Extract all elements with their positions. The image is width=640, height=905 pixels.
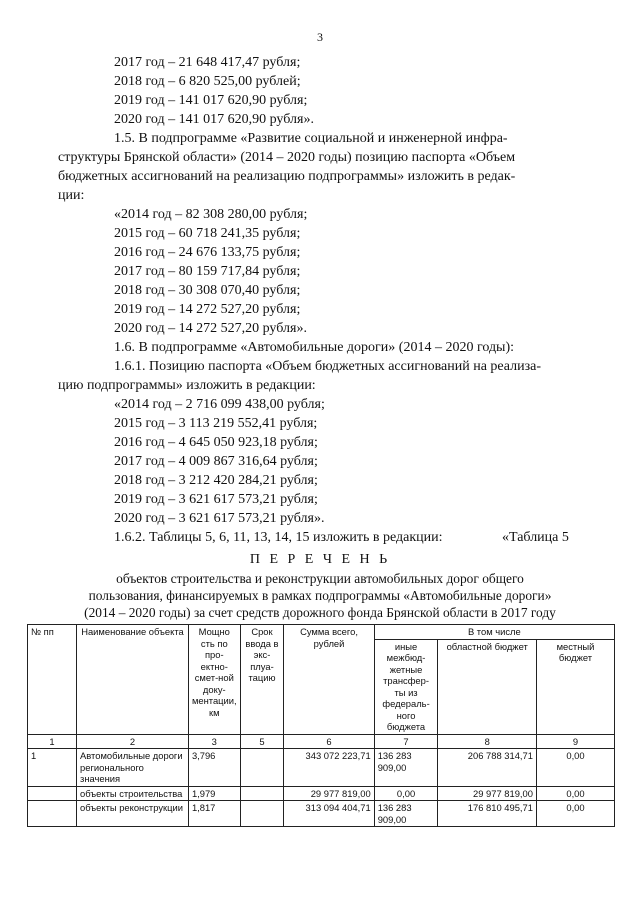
cell-num bbox=[28, 801, 77, 827]
table-header-row bbox=[28, 625, 615, 640]
text-line: 1.6.2. Таблицы 5, 6, 11, 13, 14, 15 изложить в редакции: bbox=[114, 530, 443, 545]
text-line: 2018 год – 30 308 070,40 рубля; bbox=[114, 283, 301, 298]
cell-total: 29 977 819,00 bbox=[284, 786, 374, 801]
col-number: 5 bbox=[240, 734, 284, 749]
list-heading: П Е Р Е Ч Е Н Ь bbox=[249, 552, 391, 567]
header-term: Срок ввода в экс-плуа-тацию bbox=[240, 625, 284, 735]
cell-loc: 0,00 bbox=[536, 749, 614, 787]
text-line: 2019 год – 14 272 527,20 рубля; bbox=[114, 302, 301, 317]
cell-loc: 0,00 bbox=[536, 786, 614, 801]
text-line: «2014 год – 2 716 099 438,00 рубля; bbox=[114, 397, 325, 412]
cell-reg: 176 810 495,71 bbox=[438, 801, 537, 827]
column-number-row bbox=[28, 734, 615, 749]
cell-loc: 0,00 bbox=[536, 801, 614, 827]
text-line: 1.6.1. Позицию паспорта «Объем бюджетных ассигнований на реализа- bbox=[114, 359, 542, 374]
col-number: 3 bbox=[188, 734, 240, 749]
text-line: 2019 год – 3 621 617 573,21 рубля; bbox=[114, 492, 318, 507]
col-number: 6 bbox=[284, 734, 374, 749]
col-number: 8 bbox=[438, 734, 537, 749]
cell-total: 313 094 404,71 bbox=[284, 801, 374, 827]
text-line: 2018 год – 3 212 420 284,21 рубля; bbox=[114, 473, 318, 488]
cell-reg: 206 788 314,71 bbox=[438, 749, 537, 787]
text-line: 2020 год – 141 017 620,90 рубля». bbox=[114, 112, 314, 127]
text-line: 1.6. В подпрограмме «Автомобильные дороги» (2014 – 2020 годы): bbox=[114, 340, 515, 355]
table-row bbox=[28, 801, 615, 827]
cell-term bbox=[240, 786, 284, 801]
objects-table bbox=[27, 624, 615, 827]
cell-power: 1,817 bbox=[188, 801, 240, 827]
text-line: 2015 год – 60 718 241,35 рубля; bbox=[114, 226, 301, 241]
text-line: 2016 год – 4 645 050 923,18 рубля; bbox=[114, 435, 318, 450]
col-number: 2 bbox=[77, 734, 189, 749]
text-line: 2019 год – 141 017 620,90 рубля; bbox=[114, 93, 308, 108]
col-number: 7 bbox=[374, 734, 438, 749]
cell-fed: 136 283 909,00 bbox=[374, 801, 438, 827]
text-line: ции: bbox=[58, 188, 85, 203]
cell-total: 343 072 223,71 bbox=[284, 749, 374, 787]
header-power: Мощно сть по про-ектно-смет-ной доку-ментации, км bbox=[188, 625, 240, 735]
text-line: «2014 год – 82 308 280,00 рубля; bbox=[114, 207, 308, 222]
text-line: 2018 год – 6 820 525,00 рублей; bbox=[114, 74, 301, 89]
text-line: 2020 год – 3 621 617 573,21 рубля». bbox=[114, 511, 325, 526]
list-subheading-line: объектов строительства и реконструкции автомобильных дорог общего bbox=[116, 571, 524, 586]
text-line: 2017 год – 80 159 717,84 рубля; bbox=[114, 264, 301, 279]
table-row bbox=[28, 749, 615, 787]
text-line: 2017 год – 21 648 417,47 рубля; bbox=[114, 55, 301, 70]
col-number: 1 bbox=[28, 734, 77, 749]
cell-power: 3,796 bbox=[188, 749, 240, 787]
header-reg: областной бюджет bbox=[438, 639, 537, 734]
cell-num bbox=[28, 786, 77, 801]
cell-name: объекты строительства bbox=[77, 786, 189, 801]
text-line: 2017 год – 4 009 867 316,64 рубля; bbox=[114, 454, 318, 469]
list-subheading-line: (2014 – 2020 годы) за счет средств дорожного фонда Брянской области в 2017 году bbox=[84, 605, 556, 620]
text-line: структуры Брянской области» (2014 – 2020 годы) позицию паспорта «Объем bbox=[58, 150, 516, 165]
text-line: 2016 год – 24 676 133,75 рубля; bbox=[114, 245, 301, 260]
cell-fed: 136 283 909,00 bbox=[374, 749, 438, 787]
text-line: цию подпрограммы» изложить в редакции: bbox=[58, 378, 316, 393]
cell-term bbox=[240, 801, 284, 827]
cell-name: объекты реконструкции bbox=[77, 801, 189, 827]
text-line: 2020 год – 14 272 527,20 рубля». bbox=[114, 321, 307, 336]
col-number: 9 bbox=[536, 734, 614, 749]
header-incl: В том числе bbox=[374, 625, 614, 640]
header-num: № пп bbox=[28, 625, 77, 735]
page-number: 3 bbox=[317, 30, 323, 44]
header-total: Сумма всего, рублей bbox=[284, 625, 374, 735]
header-name: Наименование объекта bbox=[77, 625, 189, 735]
cell-reg: 29 977 819,00 bbox=[438, 786, 537, 801]
cell-fed: 0,00 bbox=[374, 786, 438, 801]
cell-term bbox=[240, 749, 284, 787]
cell-num: 1 bbox=[28, 749, 77, 787]
text-line: 2015 год – 3 113 219 552,41 рубля; bbox=[114, 416, 318, 431]
header-loc: местный бюджет bbox=[536, 639, 614, 734]
cell-power: 1,979 bbox=[188, 786, 240, 801]
text-line: бюджетных ассигнований на реализацию подпрограммы» изложить в редак- bbox=[58, 169, 516, 184]
table-row bbox=[28, 786, 615, 801]
cell-name: Автомобильные дороги регионального значения bbox=[77, 749, 189, 787]
table-label: «Таблица 5 bbox=[502, 530, 569, 545]
list-subheading-line: пользования, финансируемых в рамках подпрограммы «Автомобильные дороги» bbox=[88, 588, 552, 603]
text-line: 1.5. В подпрограмме «Развитие социальной и инженерной инфра- bbox=[114, 131, 508, 146]
header-fed: иные межбюд-жетные трансфер-ты из федераль-ного бюджета bbox=[374, 639, 438, 734]
